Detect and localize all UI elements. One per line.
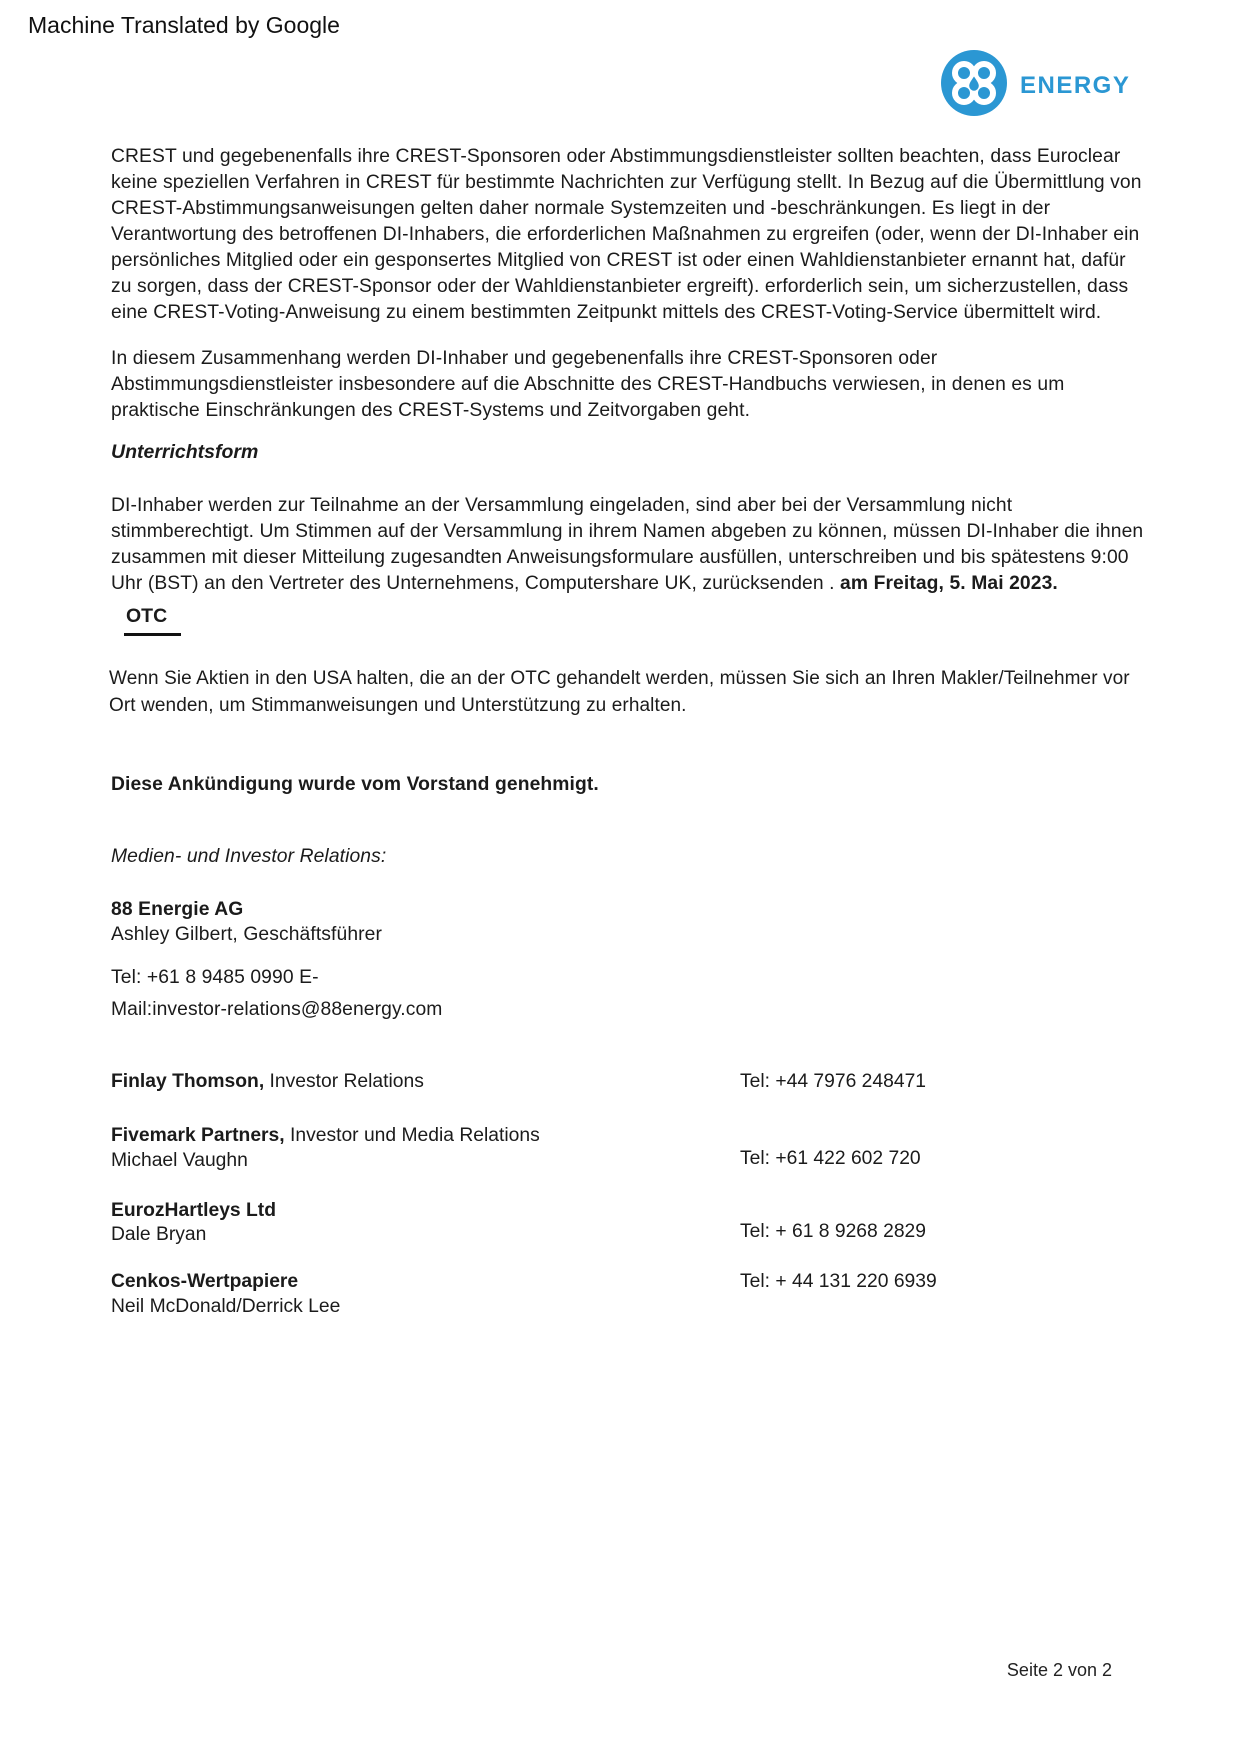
contact-role: Investor und Media Relations [284, 1125, 540, 1146]
contact-telephone: Tel: +44 7976 248471 [740, 1071, 927, 1092]
contact-telephone: Tel: +61 422 602 720 [740, 1148, 921, 1169]
company-name: 88 Energie AG [111, 899, 244, 920]
contact-name-bold: Finlay Thomson, [111, 1071, 265, 1092]
contact-telephone: Tel: + 61 8 9268 2829 [740, 1221, 927, 1242]
paragraph-crest-notice: CREST und gegebenenfalls ihre CREST-Sponsoren oder Abstimmungsdienstleister sollten beachten, dass Euroclear keine speziellen Verfahren in CREST für bestimmte Nachrichten zur Verfügung stellt. In Bezug auf die Übermittlung von CREST-Abstimmungsanweisungen gelten daher normale Systemzeiten und -beschränkungen. Es liegt in der Verantwortung des betroffenen DI-Inhabers, die erforderlichen Maßnahmen zu ergreifen (oder, wenn der DI-Inhaber ein persönliches Mitglied oder ein gesponsertes Mitglied von CREST ist oder einen Wahldienstanbieter ernannt hat, dafür zu sorgen, dass der CREST-Sponsor oder der Wahldienstanbieter ergreift). erforderlich sein, um sicherzustellen, dass eine CREST-Voting-Anweisung zu einem bestimmten Zeitpunkt mittels des CREST-Voting-Service übermittelt wird. [111, 146, 1142, 323]
contact-row [111, 1125, 540, 1147]
page-number: Seite 2 von 2 [1006, 1660, 1112, 1680]
paragraph-voting-instructions [111, 493, 1149, 597]
contact-name-bold: Cenkos-Wertpapiere [111, 1271, 299, 1292]
paragraph-otc-holders: Wenn Sie Aktien in den USA halten, die an der OTC gehandelt werden, müssen Sie sich an Ihren Makler/Teilnehmer vor Ort wenden, um Stimmanweisungen und Unterstützung zu erhalten. [109, 668, 1130, 716]
company-logo [941, 50, 1130, 121]
contact-name-bold: EurozHartleys Ltd [111, 1200, 276, 1221]
otc-heading: OTC [124, 605, 181, 636]
brand-name: ENERGY [1020, 71, 1131, 99]
machine-translated-watermark: Machine Translated by Google [28, 12, 340, 38]
contact-role: Investor Relations [264, 1071, 424, 1092]
88-energy-logo-icon [941, 50, 1007, 121]
paragraph-voting-instructions-regular: DI-Inhaber werden zur Teilnahme an der Versammlung eingeladen, sind aber bei der Versammlung nicht stimmberechtigt. Um Stimmen auf der Versammlung in ihrem Namen abgeben zu können, müssen DI-Inhaber die ihnen zusammen mit dieser Mitteilung zugesandten Anweisungsformulare ausfüllen, unterschreiben und bis spätestens 9:00 Uhr (BST) an den Vertreter des Unternehmens, Computershare UK, zurücksenden . [111, 495, 1144, 594]
board-approval-statement: Diese Ankündigung wurde vom Vorstand genehmigt. [111, 774, 599, 795]
otc-section [124, 605, 181, 636]
company-telephone: Tel: +61 8 9485 0990 E- [111, 967, 319, 988]
media-investor-relations-heading: Medien- und Investor Relations: [111, 846, 387, 867]
company-email: Mail:investor-relations@88energy.com [111, 999, 443, 1020]
contact-row [111, 1071, 424, 1093]
contact-telephone: Tel: + 44 131 220 6939 [740, 1271, 937, 1292]
contact-person: Neil McDonald/Derrick Lee [111, 1296, 341, 1317]
contact-person: Dale Bryan [111, 1224, 207, 1245]
company-officer: Ashley Gilbert, Geschäftsführer [111, 924, 383, 945]
contact-person: Michael Vaughn [111, 1150, 248, 1171]
contact-name-bold: Fivemark Partners, [111, 1125, 285, 1146]
paragraph-crest-handbook: In diesem Zusammenhang werden DI-Inhaber und gegebenenfalls ihre CREST-Sponsoren oder Abstimmungsdienstleister insbesondere auf die Abschnitte des CREST-Handbuchs verwiesen, in denen es um praktische Einschränkungen des CREST-Systems und Zeitvorgaben geht. [111, 348, 1065, 421]
section-heading-unterrichtsform: Unterrichtsform [111, 441, 259, 463]
deadline-date-bold: am Freitag, 5. Mai 2023. [840, 573, 1058, 594]
